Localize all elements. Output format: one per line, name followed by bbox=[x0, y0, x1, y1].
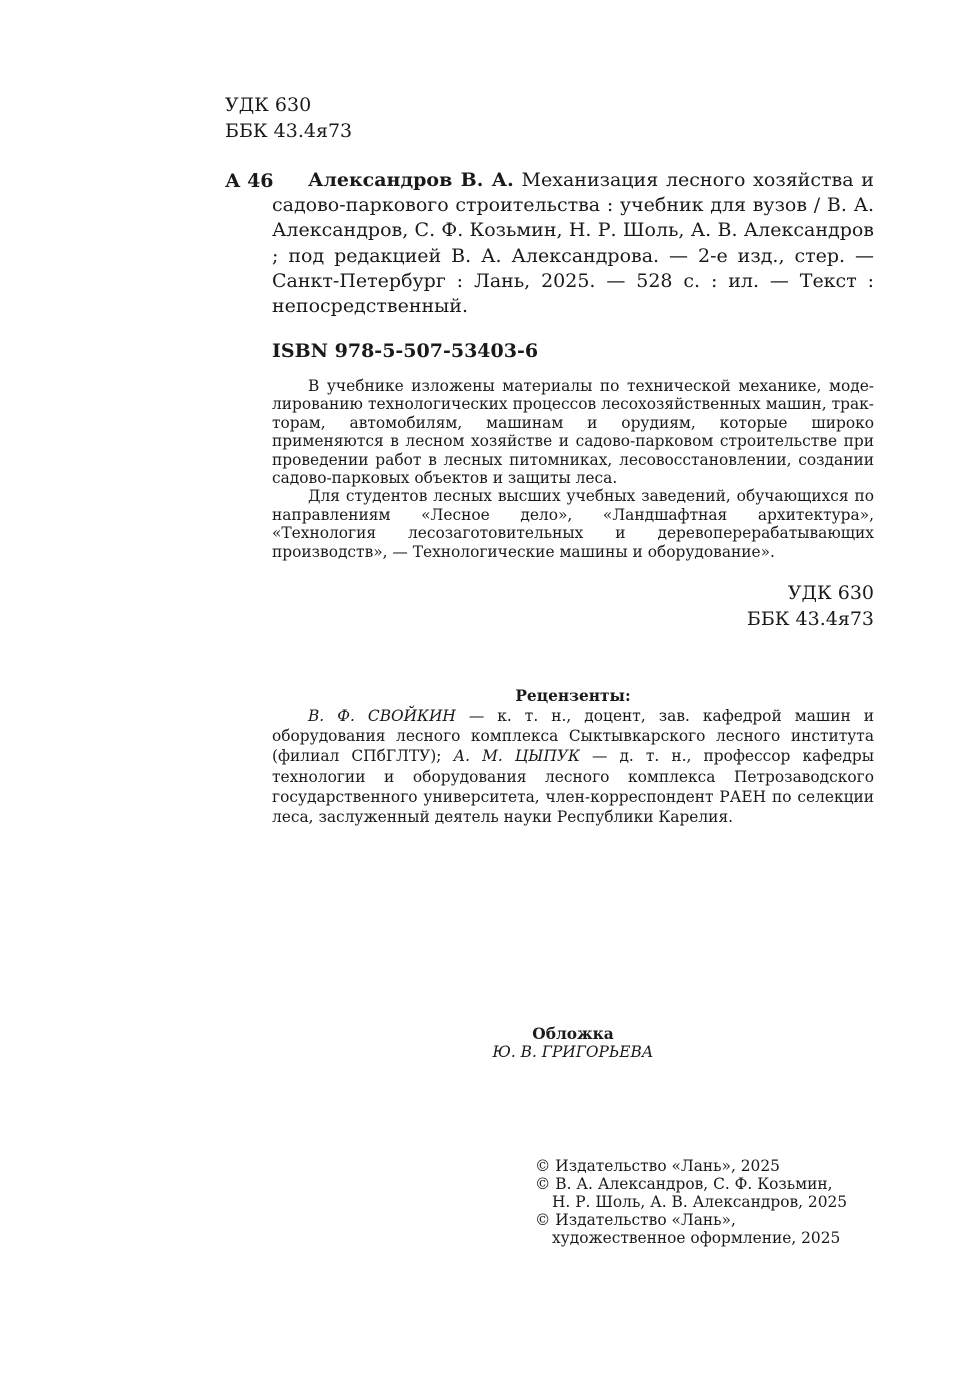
isbn: ISBN 978-5-507-53403-6 bbox=[272, 340, 539, 362]
classification-bottom bbox=[747, 580, 874, 632]
copyright-line-5: художественное оформление, 2025 bbox=[552, 1229, 841, 1247]
entry-author: Александров В. А. bbox=[308, 169, 514, 191]
udk-code-bottom: УДК 630 bbox=[787, 582, 874, 604]
copyright-block bbox=[535, 1157, 847, 1247]
copyright-line-1: © Издательство «Лань», 2025 bbox=[535, 1157, 780, 1175]
copyright-line-3: Н. Р. Шоль, А. В. Александров, 2025 bbox=[552, 1193, 848, 1211]
udk-code: УДК 630 bbox=[225, 94, 312, 116]
entry-description: Механизация лесного хозяйства и садово-паркового строительства : учебник для вузов / В. А. Александров, С. Ф. Козьмин, Н. Р. Шоль, А. В. Александров ; под редакцией В. А. Александрова. — 2-е изд., стер. — Санкт-Петербург : Лань, 2025. — 528 с. : ил. — Текст : непосредственный. bbox=[272, 169, 874, 318]
cover-designer: Ю. В. ГРИГОРЬЕВА bbox=[492, 1043, 654, 1061]
classification-top bbox=[225, 92, 352, 144]
reviewer-2-info: — д. т. н., профессор кафедры технологии и оборудования лесного комплекса Петрозаводского государственного университета, член-корреспондент РАЕН по селекции леса, заслуженный деятель науки Республики Карелия. bbox=[272, 747, 874, 827]
bibliographic-entry bbox=[272, 168, 874, 319]
annotation-paragraph-1: В учебнике изложены материалы по технической механике, моделированию технологических процессов лесохозяйственных машин, тракторам, автомобилям, машинам и орудиям, которые широко применяются в лесном хозяйстве и садово-парковом строительстве при проведении работ в лесных питомниках, лесовосстановлении, создании садово-парковых объектов и защиты леса. bbox=[272, 377, 874, 488]
reviewer-1-info: — к. т. н., доцент, зав. кафедрой машин и оборудования лесного комплекса Сыктывкарского лесного института (филиал СПбГЛТУ); bbox=[272, 707, 874, 766]
reviewers-heading: Рецензенты: bbox=[515, 687, 631, 705]
copyright-line-4: © Издательство «Лань», bbox=[535, 1211, 736, 1229]
bbk-code: ББК 43.4я73 bbox=[225, 120, 353, 142]
cover-heading: Обложка bbox=[532, 1025, 614, 1043]
copyright-line-2: © В. А. Александров, С. Ф. Козьмин, bbox=[535, 1175, 833, 1193]
reviewer-2-name: А. М. ЦЫПУК bbox=[453, 747, 580, 766]
annotation-paragraph-2: Для студентов лесных высших учебных заведений, обучающихся по направлениям «Лесное дело», «Ландшафтная архитектура», «Технология лесозаготовительных и деревоперерабатывающих производств», — Технологические машины и оборудование». bbox=[272, 487, 874, 561]
bbk-code-bottom: ББК 43.4я73 bbox=[746, 608, 874, 630]
reviewer-1-name: В. Ф. СВОЙКИН bbox=[308, 707, 456, 725]
author-mark: А 46 bbox=[225, 170, 274, 192]
reviewers-text bbox=[272, 706, 874, 827]
annotation bbox=[272, 377, 874, 561]
